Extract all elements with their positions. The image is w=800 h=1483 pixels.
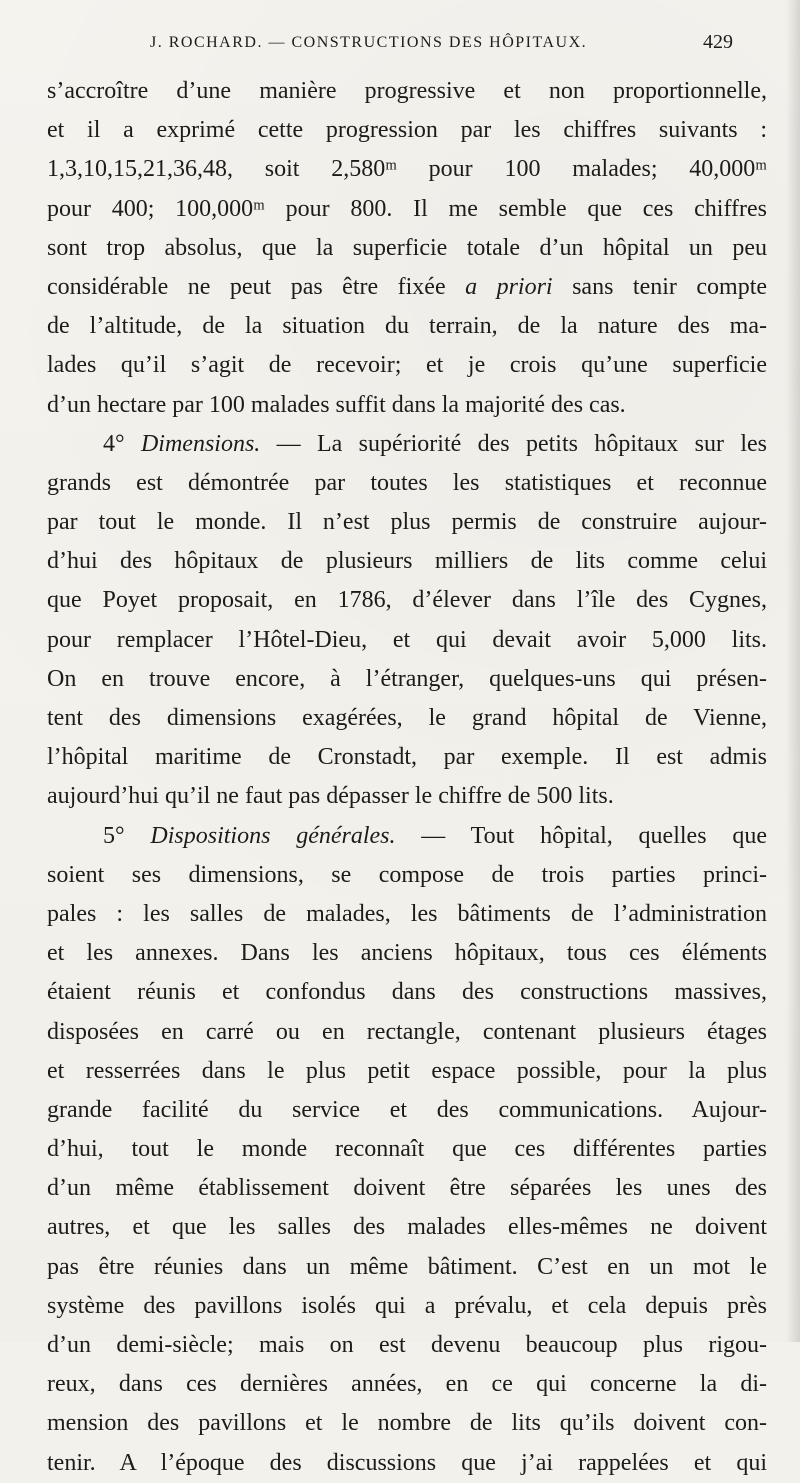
text-line: que Poyet proposait, en 1786, d’élever dans l’île des Cygnes, bbox=[47, 587, 767, 614]
text-line: soient ses dimensions, se compose de trois parties princi- bbox=[47, 861, 767, 888]
italic-text: a priori bbox=[465, 273, 553, 300]
page-number: 429 bbox=[703, 31, 733, 53]
text-line: grands est démontrée par toutes les statistiques et reconnue bbox=[47, 469, 767, 496]
text-line: pour 400; 100,000ᵐ pour 800. Il me semble que ces chiffres bbox=[47, 195, 767, 222]
text-line: tent des dimensions exagérées, le grand hôpital de Vienne, bbox=[47, 705, 767, 731]
text-line: lades qu’il s’agit de recevoir; et je crois qu’une superficie bbox=[47, 352, 767, 379]
text-line: pour remplacer l’Hôtel-Dieu, et qui devait avoir 5,000 lits. bbox=[47, 626, 767, 653]
text-line: par tout le monde. Il n’est plus permis de construire aujour- bbox=[47, 509, 767, 536]
text-line: d’un même établissement doivent être séparées les unes des bbox=[47, 1175, 767, 1202]
text-line: mension des pavillons et le nombre de lits qu’ils doivent con- bbox=[47, 1410, 767, 1437]
text-line: et resserrées dans le plus petit espace possible, pour la plus bbox=[47, 1057, 767, 1084]
text-line: pales : les salles de malades, les bâtiments de l’administration bbox=[47, 900, 767, 927]
section-heading-line bbox=[47, 425, 767, 464]
text-line: 1,3,10,15,21,36,48, soit 2,580ᵐ pour 100 malades; 40,000ᵐ bbox=[47, 156, 767, 183]
section-number: 4° bbox=[103, 430, 141, 457]
text-line: étaient réunis et confondus dans des constructions massives, bbox=[47, 979, 767, 1006]
text-line: sont trop absolus, que la superficie totale d’un hôpital un peu bbox=[47, 234, 767, 261]
text-line: l’hôpital maritime de Cronstadt, par exemple. Il est admis bbox=[47, 744, 767, 771]
text-segment: sans tenir compte bbox=[552, 273, 768, 300]
text-line: tenir. A l’époque des discussions que j’ai rappelées et qui bbox=[47, 1449, 767, 1476]
body-text bbox=[47, 72, 767, 1483]
text-line: s’accroître d’une manière progressive et non proportionnelle, bbox=[47, 78, 767, 104]
running-head: J. ROCHARD. — CONSTRUCTIONS DES HÔPITAUX. bbox=[150, 34, 588, 51]
text-segment: — Tout hôpital, quelles que bbox=[395, 822, 767, 849]
section-number: 5° bbox=[103, 822, 151, 849]
text-line: et il a exprimé cette progression par les chiffres suivants : bbox=[47, 117, 767, 144]
text-line: pas être réunies dans un même bâtiment. C’est en un mot le bbox=[47, 1253, 767, 1280]
text-line bbox=[47, 268, 767, 307]
text-line: reux, dans ces dernières années, en ce qui concerne la di- bbox=[47, 1371, 767, 1398]
text-line: d’un hectare par 100 malades suffit dans la majorité des cas. bbox=[47, 391, 626, 418]
text-line: et les annexes. Dans les anciens hôpitaux, tous ces éléments bbox=[47, 940, 767, 967]
section-title: Dispositions générales. bbox=[150, 822, 396, 849]
text-line: autres, et que les salles des malades elles-mêmes ne doivent bbox=[47, 1214, 767, 1241]
text-segment: — La supériorité des petits hôpitaux sur les bbox=[260, 430, 767, 457]
text-line: On en trouve encore, à l’étranger, quelques-uns qui présen- bbox=[47, 665, 767, 692]
text-line: d’hui des hôpitaux de plusieurs milliers de lits comme celui bbox=[47, 548, 767, 575]
text-line: d’hui, tout le monde reconnaît que ces différentes parties bbox=[47, 1136, 767, 1163]
text-line: disposées en carré ou en rectangle, contenant plusieurs étages bbox=[47, 1018, 767, 1045]
text-line: système des pavillons isolés qui a prévalu, et cela depuis près bbox=[47, 1292, 767, 1319]
section-heading-line bbox=[47, 817, 767, 856]
text-line: grande facilité du service et des communications. Aujour- bbox=[47, 1096, 767, 1123]
text-line: de l’altitude, de la situation du terrain, de la nature des ma- bbox=[47, 313, 767, 340]
text-line: d’un demi-siècle; mais on est devenu beaucoup plus rigou- bbox=[47, 1332, 767, 1358]
text-segment: considérable ne peut pas être fixée bbox=[47, 273, 466, 300]
text-line: aujourd’hui qu’il ne faut pas dépasser le chiffre de 500 lits. bbox=[47, 783, 614, 810]
page-edge-shadow bbox=[786, 0, 800, 1342]
section-title: Dimensions. bbox=[140, 430, 261, 457]
